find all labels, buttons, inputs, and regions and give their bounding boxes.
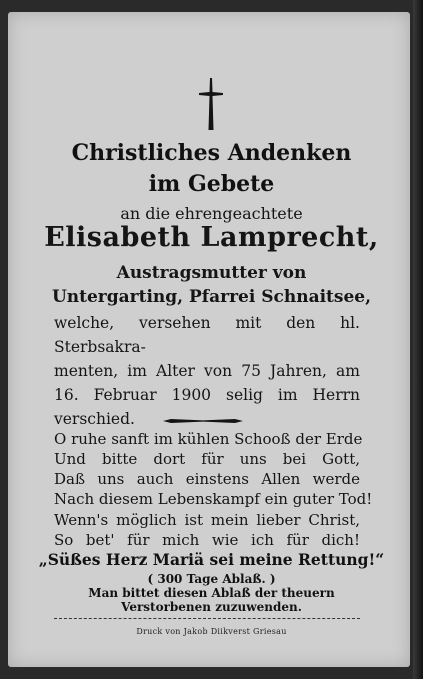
verse-line: O ruhe sanft im kühlen Schooß der Erde (54, 430, 363, 448)
deceased-place: Untergarting, Pfarrei Schnaitsee, (51, 287, 372, 307)
verse-line: Daß uns auch einstens Allen werde (54, 470, 360, 488)
card-title: Christliches Andenken (71, 140, 352, 166)
addressed-line: an die ehrengeachtete (120, 204, 303, 223)
death-notice-paragraph (54, 311, 360, 431)
request-line: Verstorbenen zuzuwenden. (121, 600, 302, 614)
notice-line: 16. Februar 1900 selig im Herrn (54, 386, 360, 404)
card-subtitle: im Gebete (148, 171, 275, 197)
notice-line: verschied. (54, 410, 135, 428)
dotted-divider (54, 618, 360, 619)
verse-stanza-1 (54, 429, 373, 509)
verse-line: Nach diesem Lebenskampf ein guter Tod! (54, 490, 373, 508)
verse-line: Wenn's möglich ist mein lieber Christ, (54, 511, 360, 529)
latin-cross-icon (197, 76, 225, 132)
indulgence-note: ( 300 Tage Ablaß. ) (147, 572, 276, 586)
deceased-role: Austragsmutter von (116, 263, 307, 283)
deceased-name: Elisabeth Lamprecht, (44, 222, 379, 253)
request-line: Man bittet diesen Ablaß der theuern (88, 586, 335, 600)
notice-line: welche, versehen mit den hl. Sterbsakra- (54, 314, 360, 356)
verse-stanza-2 (54, 510, 360, 550)
prayer-line: „Süßes Herz Mariä sei meine Rettung!“ (38, 550, 385, 569)
verse-line: Und bitte dort für uns bei Gott, (54, 450, 360, 468)
ornamental-rule (163, 418, 243, 424)
indulgence-request (0, 586, 423, 614)
verse-line: So bet' für mich wie ich für dich! (54, 531, 360, 549)
notice-line: menten, im Alter von 75 Jahren, am (54, 362, 360, 380)
printer-imprint: Druck von Jakob Diikverst Griesau (136, 627, 287, 636)
